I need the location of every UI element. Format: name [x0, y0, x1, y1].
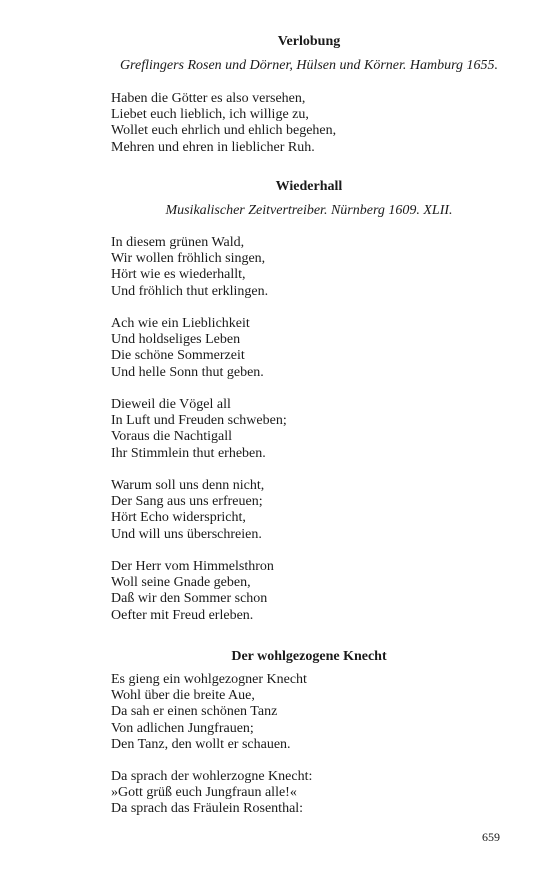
- verse-line: Daß wir den Sommer schon: [111, 591, 268, 607]
- poem-source-verlobung: Greflingers Rosen und Dörner, Hülsen und Körner. Hamburg 1655.: [119, 58, 499, 73]
- verse-line: Wohl über die breite Aue,: [111, 688, 255, 704]
- verse-line: Ach wie ein Lieblichkeit: [111, 316, 250, 331]
- verse-line: Und fröhlich thut erklingen.: [111, 283, 269, 299]
- verse-line: Der Sang aus uns erfreuen;: [111, 494, 263, 510]
- verse-line: In Luft und Freuden schweben;: [111, 413, 287, 429]
- verse-line: Woll seine Gnade geben,: [111, 575, 251, 591]
- verse-line: Und helle Sonn thut geben.: [111, 364, 264, 380]
- stanza-wiederhall-3: [111, 397, 531, 462]
- stanza-verlobung-1: [111, 91, 531, 156]
- verse-line: Von adlichen Jungfrauen;: [111, 720, 254, 736]
- verse-line: Warum soll uns denn nicht,: [111, 478, 265, 493]
- verse-line: Mehren und ehren in lieblicher Ruh.: [111, 139, 315, 155]
- verse-line: Voraus die Nachtigall: [111, 429, 233, 445]
- stanza-wiederhall-4: [111, 478, 531, 543]
- poem-source-wiederhall: Musikalischer Zeitvertreiber. Nürnberg 1609. XLII.: [165, 203, 453, 218]
- verse-line: Der Herr vom Himmelsthron: [111, 559, 274, 574]
- verse-line: Wollet euch ehrlich und ehlich begehen,: [111, 123, 337, 139]
- verse-line: Und holdseliges Leben: [111, 332, 241, 348]
- verse-line: Da sprach der wohlerzogne Knecht:: [111, 769, 313, 784]
- verse-line: Hört Echo widerspricht,: [111, 510, 246, 526]
- stanza-wiederhall-2: [111, 316, 531, 381]
- verse-line: Da sah er einen schönen Tanz: [111, 704, 278, 720]
- verse-line: Und will uns überschreien.: [111, 526, 262, 542]
- page-number: 659: [482, 830, 500, 844]
- stanza-wiederhall-5: [111, 559, 531, 624]
- stanza-knecht-2: [111, 769, 531, 818]
- stanza-knecht-1: [111, 672, 531, 753]
- verse-line: Ihr Stimmlein thut erheben.: [111, 445, 266, 461]
- poem-title-verlobung: Verlobung: [277, 34, 341, 49]
- verse-line: Dieweil die Vögel all: [111, 397, 231, 412]
- verse-line: Hört wie es wiederhallt,: [111, 267, 246, 283]
- verse-line: »Gott grüß euch Jungfraun alle!«: [111, 785, 297, 801]
- verse-line: Liebet euch lieblich, ich willige zu,: [111, 107, 309, 123]
- stanza-wiederhall-1: [111, 235, 531, 300]
- verse-line: Haben die Götter es also versehen,: [111, 91, 306, 106]
- poem-title-wiederhall: Wiederhall: [275, 179, 343, 194]
- verse-line: Wir wollen fröhlich singen,: [111, 251, 266, 267]
- verse-line: Den Tanz, den wollt er schauen.: [111, 736, 291, 752]
- verse-line: Da sprach das Fräulein Rosenthal:: [111, 801, 304, 817]
- verse-line: Oefter mit Freud erleben.: [111, 607, 254, 623]
- verse-line: Die schöne Sommerzeit: [111, 348, 245, 364]
- verse-line: In diesem grünen Wald,: [111, 235, 245, 250]
- poem-title-knecht: Der wohlgezogene Knecht: [231, 649, 387, 664]
- verse-line: Es gieng ein wohlgezogner Knecht: [111, 672, 307, 687]
